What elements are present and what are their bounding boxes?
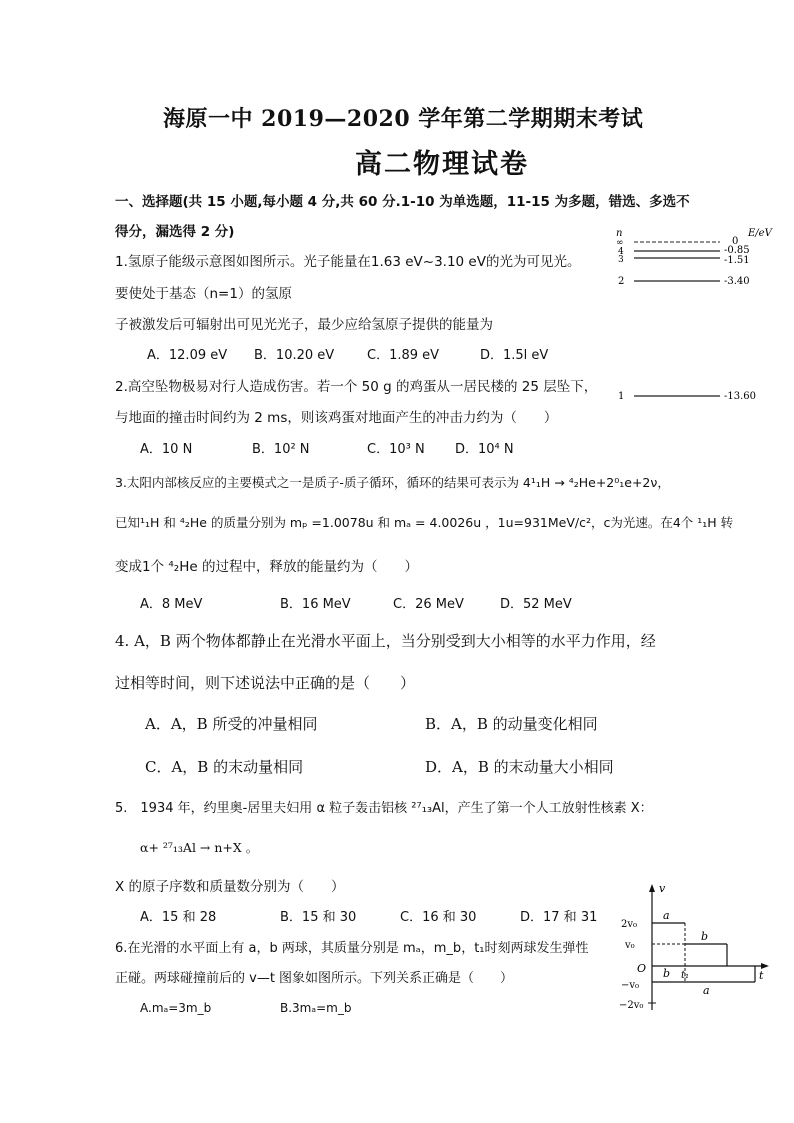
q3-option-c[interactable]: C．26 MeV	[393, 597, 464, 612]
q2-option-a[interactable]: A．10 N	[140, 442, 193, 457]
q2-line2: 与地面的撞击时间约为 2 ms，则该鸡蛋对地面产生的冲击力约为（ ）	[115, 410, 558, 426]
q3-option-d[interactable]: D．52 MeV	[500, 597, 572, 612]
q3-line1: 3.太阳内部核反应的主要模式之一是质子-质子循环，循环的结果可表示为 4¹₁H → ⁴₂He+2⁰₁e+2ν，	[115, 475, 670, 490]
q3-option-b[interactable]: B．16 MeV	[280, 597, 351, 612]
q4-option-b[interactable]: B．A，B 的动量变化相同	[425, 715, 598, 733]
q1-line1: 1.氢原子能级示意图如图所示。光子能量在1.63 eV~3.10 eV的光为可见光。	[115, 254, 581, 270]
q1-option-c[interactable]: C．1.89 eV	[367, 348, 440, 363]
q2-line1: 2.高空坠物极易对行人造成伤害。若一个 50 g 的鸡蛋从一居民楼的 25 层坠下，	[115, 379, 598, 395]
vt-x-label: t	[759, 969, 764, 982]
level-e-4: -0.85	[724, 245, 750, 256]
q1-option-d[interactable]: D．1.5l eV	[480, 348, 549, 363]
vt-b-before-label: b	[663, 967, 671, 980]
q4-option-d[interactable]: D．A，B 的末动量大小相同	[425, 758, 614, 776]
q5-option-a[interactable]: A．15 和 28	[140, 910, 217, 925]
level-n-4: 4	[618, 247, 624, 257]
vt-tick-2v0: 2v₀	[621, 919, 638, 930]
level-n-inf: ∞	[616, 238, 624, 248]
vt-t1-label: t₁	[681, 970, 690, 981]
q1-option-a[interactable]: A．12.09 eV	[147, 348, 228, 363]
vt-y-arrow	[649, 884, 655, 892]
q5-option-c[interactable]: C．16 和 30	[400, 910, 477, 925]
axis-e-label: E/eV	[748, 228, 772, 239]
vt-y-label: v	[659, 882, 666, 895]
level-e-2: -3.40	[724, 276, 750, 287]
vt-b-after-label: b	[701, 930, 709, 943]
vt-graph	[615, 882, 775, 1014]
q4-line1: 4. A，B 两个物体都静止在光滑水平面上，当分别受到大小相等的水平力作用，经	[115, 632, 656, 650]
vt-origin: O	[637, 962, 647, 975]
q5-line3: X 的原子序数和质量数分别为（ ）	[115, 879, 345, 895]
level-n-3: 3	[618, 255, 624, 265]
q1-option-b[interactable]: B．10.20 eV	[254, 348, 335, 363]
section-heading: 一、选择题(共 15 小题,每小题 4 分,共 60 分.1-10 为单选题，11-15 为多题，错选、多选不	[115, 194, 690, 210]
q3-line2: 已知¹₁H 和 ⁴₂He 的质量分别为 mₚ =1.0078u 和 mₐ = 4.0026u ，1u=931MeV/c²，c为光速。在4个 ¹₁H 转	[115, 515, 734, 530]
vt-a-after-label: a	[703, 984, 710, 997]
level-n-2: 2	[618, 276, 625, 287]
energy-level-diagram	[608, 224, 788, 414]
q4-option-a[interactable]: A．A，B 所受的冲量相同	[145, 715, 318, 733]
q6-option-a[interactable]: A.mₐ=3m_b	[140, 1001, 212, 1015]
level-e-3: -1.51	[724, 255, 750, 266]
vt-tick-v0: v₀	[625, 940, 635, 951]
q6-line2: 正碰。两球碰撞前后的 v—t 图象如图所示。下列关系正确是（ ）	[115, 971, 514, 986]
q5-line2: α+ ²⁷₁₃Al → n+X 。	[140, 840, 259, 855]
q4-line2: 过相等时间，则下述说法中正确的是（ ）	[115, 674, 416, 692]
q1-line2: 要使处于基态（n=1）的氢原	[115, 286, 292, 302]
q5-option-d[interactable]: D．17 和 31	[520, 910, 598, 925]
q5-option-b[interactable]: B．15 和 30	[280, 910, 357, 925]
exam-title: 海原一中 2019—2020 学年第二学期期末考试	[163, 106, 644, 132]
section-heading-cont: 得分，漏选得 2 分)	[115, 224, 235, 240]
q2-option-d[interactable]: D．10⁴ N	[455, 442, 514, 457]
vt-tick-neg-2v0: −2v₀	[619, 1000, 644, 1011]
q3-line3: 变成1个 ⁴₂He 的过程中，释放的能量约为（ ）	[115, 559, 418, 575]
q6-line1: 6.在光滑的水平面上有 a，b 两球，其质量分别是 mₐ，m_b，t₁时刻两球发生弹性	[115, 941, 589, 956]
level-e-inf: 0	[732, 236, 739, 247]
q3-option-a[interactable]: A．8 MeV	[140, 597, 203, 612]
q2-option-c[interactable]: C．10³ N	[367, 442, 425, 457]
level-e-1: -13.60	[724, 391, 757, 402]
exam-subtitle: 高二物理试卷	[355, 149, 529, 180]
q5-line1: 5. 1934 年，约里奥-居里夫妇用 α 粒子轰击铝核 ²⁷₁₃Al，产生了第一个人工放射性核素 X：	[115, 801, 653, 816]
q6-option-b[interactable]: B.3mₐ=m_b	[280, 1001, 352, 1015]
q1-line3: 子被激发后可辐射出可见光光子，最少应给氢原子提供的能量为	[115, 317, 493, 333]
vt-tick-neg-v0: −v₀	[621, 980, 640, 991]
q2-option-b[interactable]: B．10² N	[252, 442, 310, 457]
level-n-1: 1	[618, 391, 625, 402]
vt-a-before-label: a	[663, 909, 670, 922]
q4-option-c[interactable]: C．A，B 的末动量相同	[145, 758, 304, 776]
axis-n-label: n	[616, 228, 623, 239]
